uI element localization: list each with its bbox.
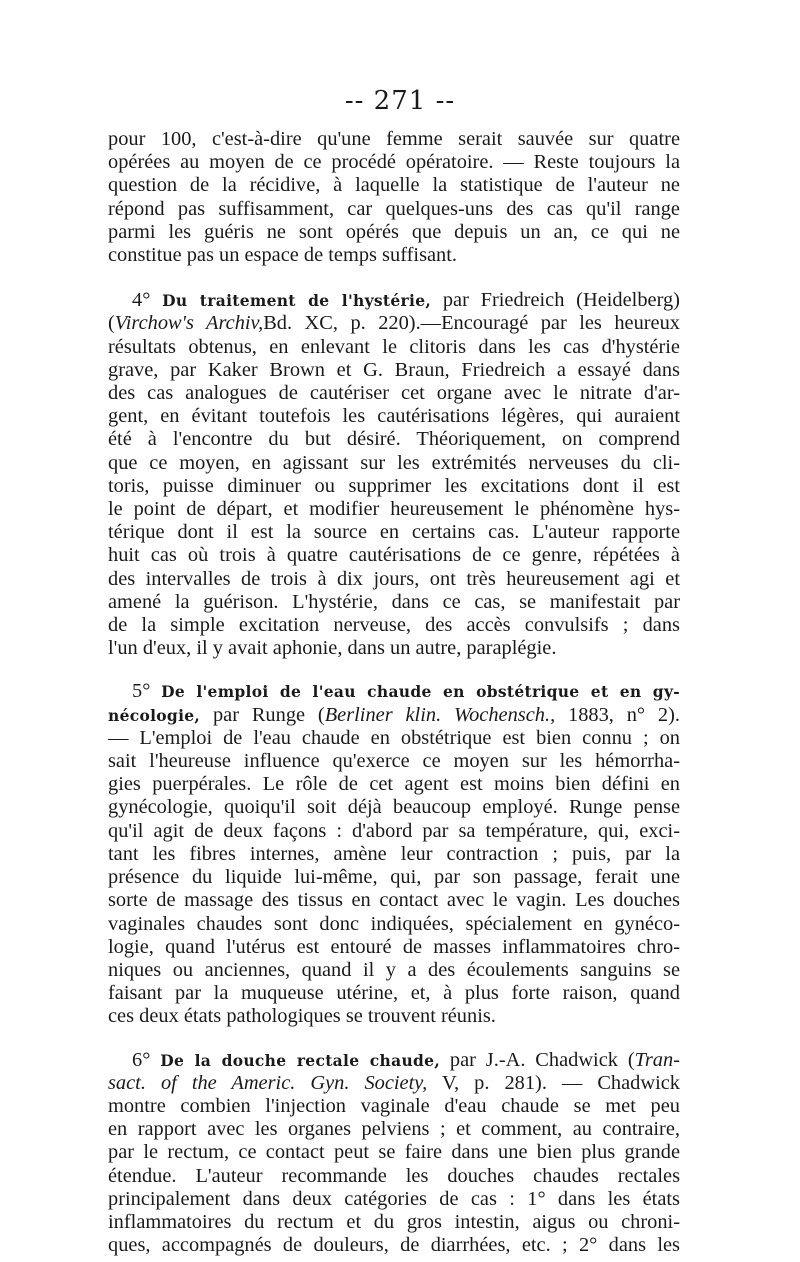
text-line: pour 100, c'est-à-dire qu'une femme serait sauvée sur quatre	[108, 128, 680, 150]
citation-rest: 1883, n° 2).	[568, 703, 680, 726]
text-line: répond pas suffisamment, car quelques-uns des cas qu'il range	[108, 197, 680, 220]
text-line: toris, puisse diminuer ou supprimer les excitations dont il est	[108, 474, 680, 497]
body-text	[108, 128, 680, 1257]
section-number: 5°	[132, 680, 151, 703]
text-line: qu'il agit de deux façons : d'abord par sa température, qui, exci-	[108, 819, 680, 842]
section-hysteria	[108, 289, 680, 660]
text-line: tant les fibres internes, amène leur contraction ; puis, par la	[108, 842, 680, 865]
text-line: opérées au moyen de ce procédé opératoire. — Reste toujours la	[108, 151, 680, 174]
section-number: 4°	[132, 289, 151, 312]
text-line: amené la guérison. L'hystérie, dans ce cas, se manifestait par	[108, 590, 680, 613]
text-line: des intervalles de trois à dix jours, ont très heureusement agi et	[108, 567, 680, 590]
text-line: gent, en évitant toutefois les cautérisations légères, qui auraient	[108, 405, 680, 428]
text-line: inflammatoires du rectum et du gros intestin, aigus ou chroni-	[108, 1210, 680, 1233]
section-heading-line	[108, 289, 680, 312]
text-line: montre combien l'injection vaginale d'eau chaude se met peu	[108, 1094, 680, 1117]
text-line: logie, quand l'utérus est entouré de masses inflammatoires chro-	[108, 935, 680, 958]
section-number: 6°	[132, 1048, 151, 1071]
text-line: sait l'heureuse influence qu'exerce ce moyen sur les hémorrha-	[108, 750, 680, 773]
text-line: par le rectum, ce contact peut se faire dans une bien plus grande	[108, 1141, 680, 1164]
text-line: présence du liquide lui-même, qui, par son passage, ferait une	[108, 866, 680, 889]
section-heading-line	[108, 680, 680, 703]
citation-title: Virchow's Archiv,	[114, 312, 264, 335]
section-heading-line	[108, 1049, 680, 1072]
citation-line	[108, 1072, 680, 1095]
citation-prefix: par Runge (	[212, 703, 325, 726]
citation-line	[108, 704, 680, 727]
text-line: le point de départ, et modifier heureusement le phénomène hys-	[108, 498, 680, 521]
text-line: gies puerpérales. Le rôle de cet agent est moins bien défini en	[108, 773, 680, 796]
text-line: huit cas où trois à quatre cautérisations de ce genre, répétées à	[108, 544, 680, 567]
text-line: sorte de massage des tissus en contact avec le vagin. Les douches	[108, 889, 680, 912]
section-heading: Du traitement de l'hystérie,	[162, 291, 432, 311]
text-line: question de la récidive, à laquelle la statistique de l'auteur ne	[108, 174, 680, 197]
text-line: faisant par la muqueuse utérine, et, à plus forte raison, quand	[108, 982, 680, 1005]
text-line: vaginales chaudes sont donc indiquées, spécialement en gynéco-	[108, 912, 680, 935]
text-line: — L'emploi de l'eau chaude en obstétrique est bien connu ; on	[108, 726, 680, 749]
text-line: résultats obtenus, en enlevant le clitoris dans les cas d'hystérie	[108, 335, 680, 358]
text-line: étendue. L'auteur recommande les douches chaudes rectales	[108, 1164, 680, 1187]
text-line: ques, accompagnés de douleurs, de diarrhées, etc. ; 2° dans les	[108, 1234, 680, 1257]
citation-rest: Bd. XC, p. 220).—Encouragé par les heureux	[263, 312, 680, 335]
text-line: de la simple excitation nerveuse, des accès convulsifs ; dans	[108, 614, 680, 637]
section-rectal-douche	[108, 1049, 680, 1258]
text-line: principalement dans deux catégories de cas : 1° dans les états	[108, 1187, 680, 1210]
text-line: des cas analogues de cautériser cet organe avec le nitrate d'ar-	[108, 382, 680, 405]
text-line: grave, par Kaker Brown et G. Braun, Friedreich a essayé dans	[108, 358, 680, 381]
text-line: en rapport avec les organes pelviens ; et comment, au contraire,	[108, 1118, 680, 1141]
text-line: été à l'encontre du but désiré. Théoriquement, on comprend	[108, 428, 680, 451]
page-number: -- 271 --	[344, 86, 456, 116]
text-line: constitue pas un espace de temps suffisant.	[108, 244, 458, 267]
heading-rest: par Friedreich (Heidelberg)	[442, 289, 680, 312]
heading-rest: par J.-A. Chadwick (	[449, 1048, 635, 1071]
text-line: térique dont il est la source en certains cas. L'auteur rapporte	[108, 521, 680, 544]
text-line: que ce moyen, en agissant sur les extrémités nerveuses du cli-	[108, 451, 680, 474]
text-line: niques ou anciennes, quand il y a des écoulements sanguins se	[108, 958, 680, 981]
citation-title-end: sact. of the Americ. Gyn. Society,	[108, 1071, 428, 1094]
text-line: parmi les guéris ne sont opérés que depuis un an, ce qui ne	[108, 220, 680, 243]
section-hot-water	[108, 680, 680, 1028]
section-heading: De l'emploi de l'eau chaude en obstétrique et en gy-	[161, 682, 680, 702]
section-heading: De la douche rectale chaude,	[160, 1050, 441, 1070]
citation-line: (Virchow's Archiv,Bd. XC, p. 220).—Encouragé par les heureux	[108, 312, 680, 335]
citation-rest: V, p. 281). — Chadwick	[441, 1071, 681, 1094]
citation-title: Berliner klin. Wochensch.,	[324, 703, 556, 726]
text-line: gynécologie, quoiqu'il soit déjà beaucoup employé. Runge pense	[108, 796, 680, 819]
citation-title-start: Tran-	[634, 1048, 680, 1071]
paragraph-intro	[108, 128, 680, 267]
text-line: l'un d'eux, il y avait aphonie, dans un autre, paraplégie.	[108, 637, 557, 660]
section-heading-cont: nécologie,	[108, 705, 201, 725]
text-line: ces deux états pathologiques se trouvent réunis.	[108, 1005, 496, 1028]
